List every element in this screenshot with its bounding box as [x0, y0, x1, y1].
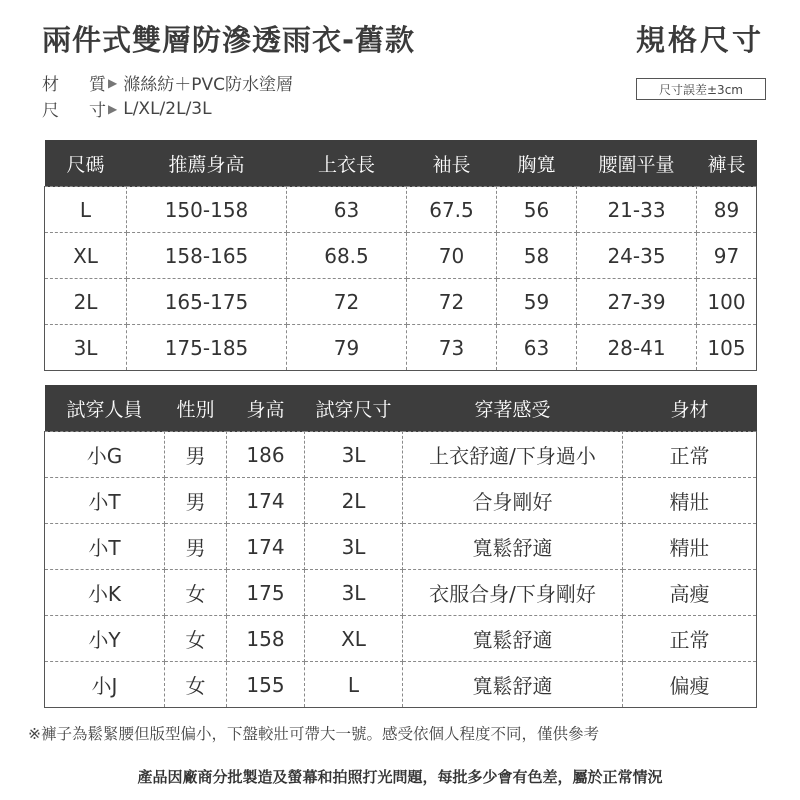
trial-table-cell: 男 — [165, 432, 227, 478]
trial-table-cell: 寬鬆舒適 — [403, 524, 623, 570]
trial-table-cell: 小K — [45, 570, 165, 616]
arrow-right-icon: ▶ — [108, 75, 118, 90]
trial-table-cell: 女 — [165, 662, 227, 708]
color-disclaimer: 產品因廠商分批製造及螢幕和拍照打光問題，每批多少會有色差，屬於正常情況 — [137, 768, 663, 786]
size-table-header-cell: 腰圍平量 — [577, 140, 697, 187]
size-table-cell: 89 — [697, 187, 757, 233]
trial-table-row — [45, 662, 757, 708]
size-table-cell: 58 — [497, 233, 577, 279]
size-table-cell: 63 — [287, 187, 407, 233]
size-table-header-cell: 上衣長 — [287, 140, 407, 187]
trial-table-cell: 3L — [305, 524, 403, 570]
trial-table-cell: 女 — [165, 616, 227, 662]
trial-table-header-row — [45, 385, 757, 432]
trial-table-cell: 正常 — [623, 432, 757, 478]
fit-note: ※褲子為鬆緊腰但版型偏小，下盤較壯可帶大一號。感受依個人程度不同，僅供參考 — [28, 725, 599, 743]
size-table-cell: 24-35 — [577, 233, 697, 279]
size-table-cell: 27-39 — [577, 279, 697, 325]
trial-table-cell: 158 — [227, 616, 305, 662]
size-table-cell: 72 — [407, 279, 497, 325]
size-table-cell: 150-158 — [127, 187, 287, 233]
size-table-cell: 28-41 — [577, 325, 697, 371]
material-label-char2: 質 — [89, 75, 106, 95]
trial-table-cell: 高瘦 — [623, 570, 757, 616]
size-table-cell: 73 — [407, 325, 497, 371]
trial-table-cell: 上衣舒適/下身過小 — [403, 432, 623, 478]
trial-table-cell: L — [305, 662, 403, 708]
trial-table-cell: 3L — [305, 570, 403, 616]
trial-table-cell: 精壯 — [623, 478, 757, 524]
trial-table-cell: 男 — [165, 524, 227, 570]
trial-table-cell: 寬鬆舒適 — [403, 662, 623, 708]
trial-table-cell: 偏瘦 — [623, 662, 757, 708]
material-line — [42, 70, 293, 95]
trial-table-row — [45, 570, 757, 616]
arrow-right-icon: ▶ — [108, 101, 118, 116]
size-table-cell: XL — [45, 233, 127, 279]
material-label-char1: 材 — [42, 75, 59, 95]
trial-table-header-cell: 穿著感受 — [403, 385, 623, 432]
trial-table-cell: 小J — [45, 662, 165, 708]
trial-table-row — [45, 478, 757, 524]
size-table-header-cell: 褲長 — [697, 140, 757, 187]
sizes-label-char2: 寸 — [89, 101, 106, 121]
trial-table-cell: 2L — [305, 478, 403, 524]
size-table-cell: 97 — [697, 233, 757, 279]
trial-table-cell: 174 — [227, 478, 305, 524]
size-table-row — [45, 233, 757, 279]
trial-table-cell: 155 — [227, 662, 305, 708]
tolerance-badge: 尺寸誤差±3cm — [636, 78, 766, 100]
size-table-cell: 2L — [45, 279, 127, 325]
size-table-row — [45, 325, 757, 371]
trial-table-header-cell: 試穿尺寸 — [305, 385, 403, 432]
size-table-cell: 63 — [497, 325, 577, 371]
size-table-row — [45, 187, 757, 233]
trial-table-header-cell: 身高 — [227, 385, 305, 432]
size-table-cell: L — [45, 187, 127, 233]
size-table-cell: 59 — [497, 279, 577, 325]
size-table-header-cell: 尺碼 — [45, 140, 127, 187]
trial-table-cell: 3L — [305, 432, 403, 478]
trial-table-header-cell: 試穿人員 — [45, 385, 165, 432]
trial-table-cell: 男 — [165, 478, 227, 524]
spec-heading: 規格尺寸 — [635, 23, 764, 57]
sizes-line — [42, 96, 212, 121]
trial-table-row — [45, 616, 757, 662]
material-label — [42, 70, 106, 95]
trial-table-cell: 精壯 — [623, 524, 757, 570]
trial-table-cell: 女 — [165, 570, 227, 616]
size-table-cell: 79 — [287, 325, 407, 371]
trial-table-header-cell: 身材 — [623, 385, 757, 432]
trial-table-header-cell: 性別 — [165, 385, 227, 432]
size-table-cell: 158-165 — [127, 233, 287, 279]
size-table-cell: 72 — [287, 279, 407, 325]
size-table-header-row — [45, 140, 757, 187]
trial-table-cell: 174 — [227, 524, 305, 570]
size-table-cell: 21-33 — [577, 187, 697, 233]
trial-table-cell: 小T — [45, 524, 165, 570]
trial-table-cell: 寬鬆舒適 — [403, 616, 623, 662]
trial-table-cell: 合身剛好 — [403, 478, 623, 524]
trial-table-cell: 小G — [45, 432, 165, 478]
trial-table-row — [45, 524, 757, 570]
size-table-cell: 165-175 — [127, 279, 287, 325]
product-title: 兩件式雙層防滲透雨衣-舊款 — [42, 23, 416, 57]
size-table-cell: 100 — [697, 279, 757, 325]
trial-table-cell: XL — [305, 616, 403, 662]
trial-table-cell: 186 — [227, 432, 305, 478]
size-table-cell: 70 — [407, 233, 497, 279]
size-table-header-cell: 胸寬 — [497, 140, 577, 187]
trial-table-cell: 衣服合身/下身剛好 — [403, 570, 623, 616]
trial-table-row — [45, 432, 757, 478]
trial-table — [44, 385, 757, 708]
size-table-cell: 105 — [697, 325, 757, 371]
trial-table-cell: 正常 — [623, 616, 757, 662]
size-table-cell: 3L — [45, 325, 127, 371]
material-value: 滌絲紡＋PVC防水塗層 — [123, 75, 293, 95]
size-table-header-cell: 推薦身高 — [127, 140, 287, 187]
size-table-row — [45, 279, 757, 325]
size-table-header-cell: 袖長 — [407, 140, 497, 187]
size-table-cell: 67.5 — [407, 187, 497, 233]
size-table-cell: 56 — [497, 187, 577, 233]
sizes-label — [42, 96, 106, 121]
size-table — [44, 140, 757, 371]
sizes-value: L/XL/2L/3L — [123, 98, 212, 119]
sizes-label-char1: 尺 — [42, 101, 59, 121]
size-table-cell: 68.5 — [287, 233, 407, 279]
trial-table-cell: 小T — [45, 478, 165, 524]
size-table-cell: 175-185 — [127, 325, 287, 371]
trial-table-cell: 小Y — [45, 616, 165, 662]
trial-table-cell: 175 — [227, 570, 305, 616]
